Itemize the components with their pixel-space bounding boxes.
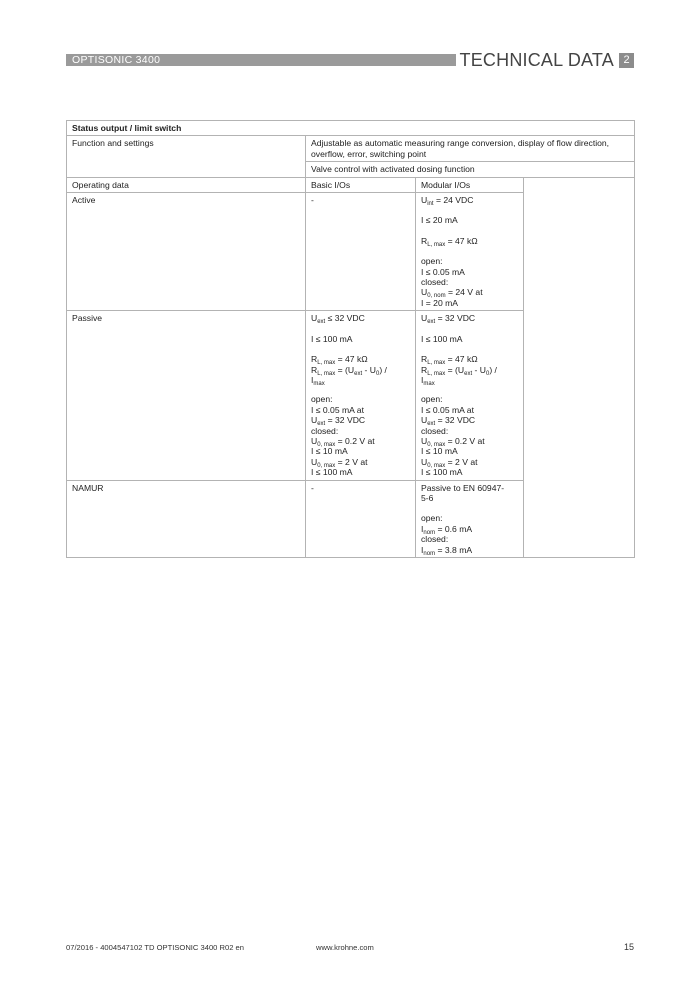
active-current-max: I ≤ 20 mA (421, 215, 458, 226)
passive-modular-load-formula: $R_{L, max} = (U_{ext} - U_0)$ / (421, 364, 497, 377)
namur-modular-values (416, 480, 524, 557)
active-closed-current: I = 20 mA (421, 297, 459, 308)
passive-modular-values (416, 311, 524, 480)
passive-basic-closed-i2: I ≤ 100 mA (311, 467, 353, 478)
active-closed-label: closed: (421, 277, 449, 288)
active-open-current: I ≤ 0.05 mA (421, 266, 465, 277)
namur-standard-line1: Passive to EN 60947- (421, 482, 505, 493)
table-title-row (67, 121, 635, 136)
passive-modular-closed-i2: I ≤ 100 mA (421, 467, 463, 478)
passive-basic-values (306, 311, 416, 480)
operating-data-label: Operating data (67, 177, 306, 192)
active-basic-value: - (306, 193, 416, 311)
chapter-number-badge: 2 (619, 53, 634, 68)
active-u-int: $U_{int} = 24$ VDC (421, 195, 474, 208)
passive-modular-closed-label: closed: (421, 425, 449, 436)
passive-modular-closed-i1: I ≤ 10 mA (421, 446, 458, 457)
footer-document-id: 07/2016 - 4004547102 TD OPTISONIC 3400 R02 en (66, 943, 245, 952)
function-label: Function and settings (67, 136, 306, 177)
passive-basic-load-formula: $R_{L, max} = (U_{ext} - U_0)$ / (311, 364, 387, 377)
active-label: Active (67, 193, 306, 311)
operating-data-row (67, 177, 635, 192)
passive-basic-i-max: $I_{max}$ (311, 374, 325, 387)
active-open-label: open: (421, 256, 443, 267)
passive-basic-closed-i1: I ≤ 10 mA (311, 446, 348, 457)
table-title: Status output / limit switch (67, 121, 635, 136)
passive-modular-i-max: $I_{max}$ (421, 374, 435, 387)
passive-basic-closed-v1: $U_{0, max} = 0.2$ V at (311, 435, 375, 448)
page-header (66, 51, 634, 69)
namur-open-current: $I_{nom} = 0.6$ mA (421, 523, 473, 536)
col-modular-io: Modular I/Os (416, 177, 524, 192)
namur-open-label: open: (421, 513, 443, 524)
empty-column (524, 177, 635, 557)
footer-website-link[interactable]: www.krohne.com (316, 943, 374, 952)
passive-modular-u-ext: $U_{ext} = 32$ VDC (421, 313, 476, 326)
passive-modular-load-resistance: $R_{L, max} = 47$ kΩ (421, 354, 478, 367)
passive-modular-closed-v1: $U_{0, max} = 0.2$ V at (421, 435, 485, 448)
passive-modular-open-voltage: $U_{ext} = 32$ VDC (421, 415, 476, 428)
passive-label: Passive (67, 311, 306, 480)
passive-modular-open-label: open: (421, 394, 443, 405)
passive-modular-open-current: I ≤ 0.05 mA at (421, 404, 474, 415)
passive-modular-current-max: I ≤ 100 mA (421, 333, 463, 344)
passive-modular-closed-v2: $U_{0, max} = 2$ V at (421, 456, 478, 469)
namur-basic-value: - (306, 480, 416, 557)
header-section-title: TECHNICAL DATA (459, 50, 614, 70)
namur-standard-line2: 5-6 (421, 492, 434, 503)
passive-basic-u-ext: $U_{ext} \le 32$ VDC (311, 313, 365, 326)
col-basic-io: Basic I/Os (306, 177, 416, 192)
function-row (67, 136, 635, 162)
active-load-resistance: $R_{L, max} = 47$ kΩ (421, 235, 478, 248)
passive-basic-closed-label: closed: (311, 425, 339, 436)
status-output-table (66, 120, 635, 558)
function-description: Adjustable as automatic measuring range conversion, display of flow direction, overflow, error, switching point (306, 136, 635, 162)
passive-basic-current-max: I ≤ 100 mA (311, 333, 353, 344)
namur-label: NAMUR (67, 480, 306, 557)
passive-basic-open-current: I ≤ 0.05 mA at (311, 404, 364, 415)
page-number: 15 (623, 942, 634, 952)
valve-control-text: Valve control with activated dosing function (306, 162, 635, 177)
passive-basic-open-voltage: $U_{ext} = 32$ VDC (311, 415, 366, 428)
namur-closed-current: $I_{nom} = 3.8$ mA (421, 544, 473, 557)
namur-closed-label: closed: (421, 534, 449, 545)
passive-basic-open-label: open: (311, 394, 333, 405)
passive-basic-load-resistance: $R_{L, max} = 47$ kΩ (311, 354, 368, 367)
passive-basic-closed-v2: $U_{0, max} = 2$ V at (311, 456, 368, 469)
active-modular-values (416, 193, 524, 311)
header-product-name: OPTISONIC 3400 (72, 54, 161, 66)
active-closed-voltage: $U_{0, nom} = 24$ V at (421, 287, 483, 300)
